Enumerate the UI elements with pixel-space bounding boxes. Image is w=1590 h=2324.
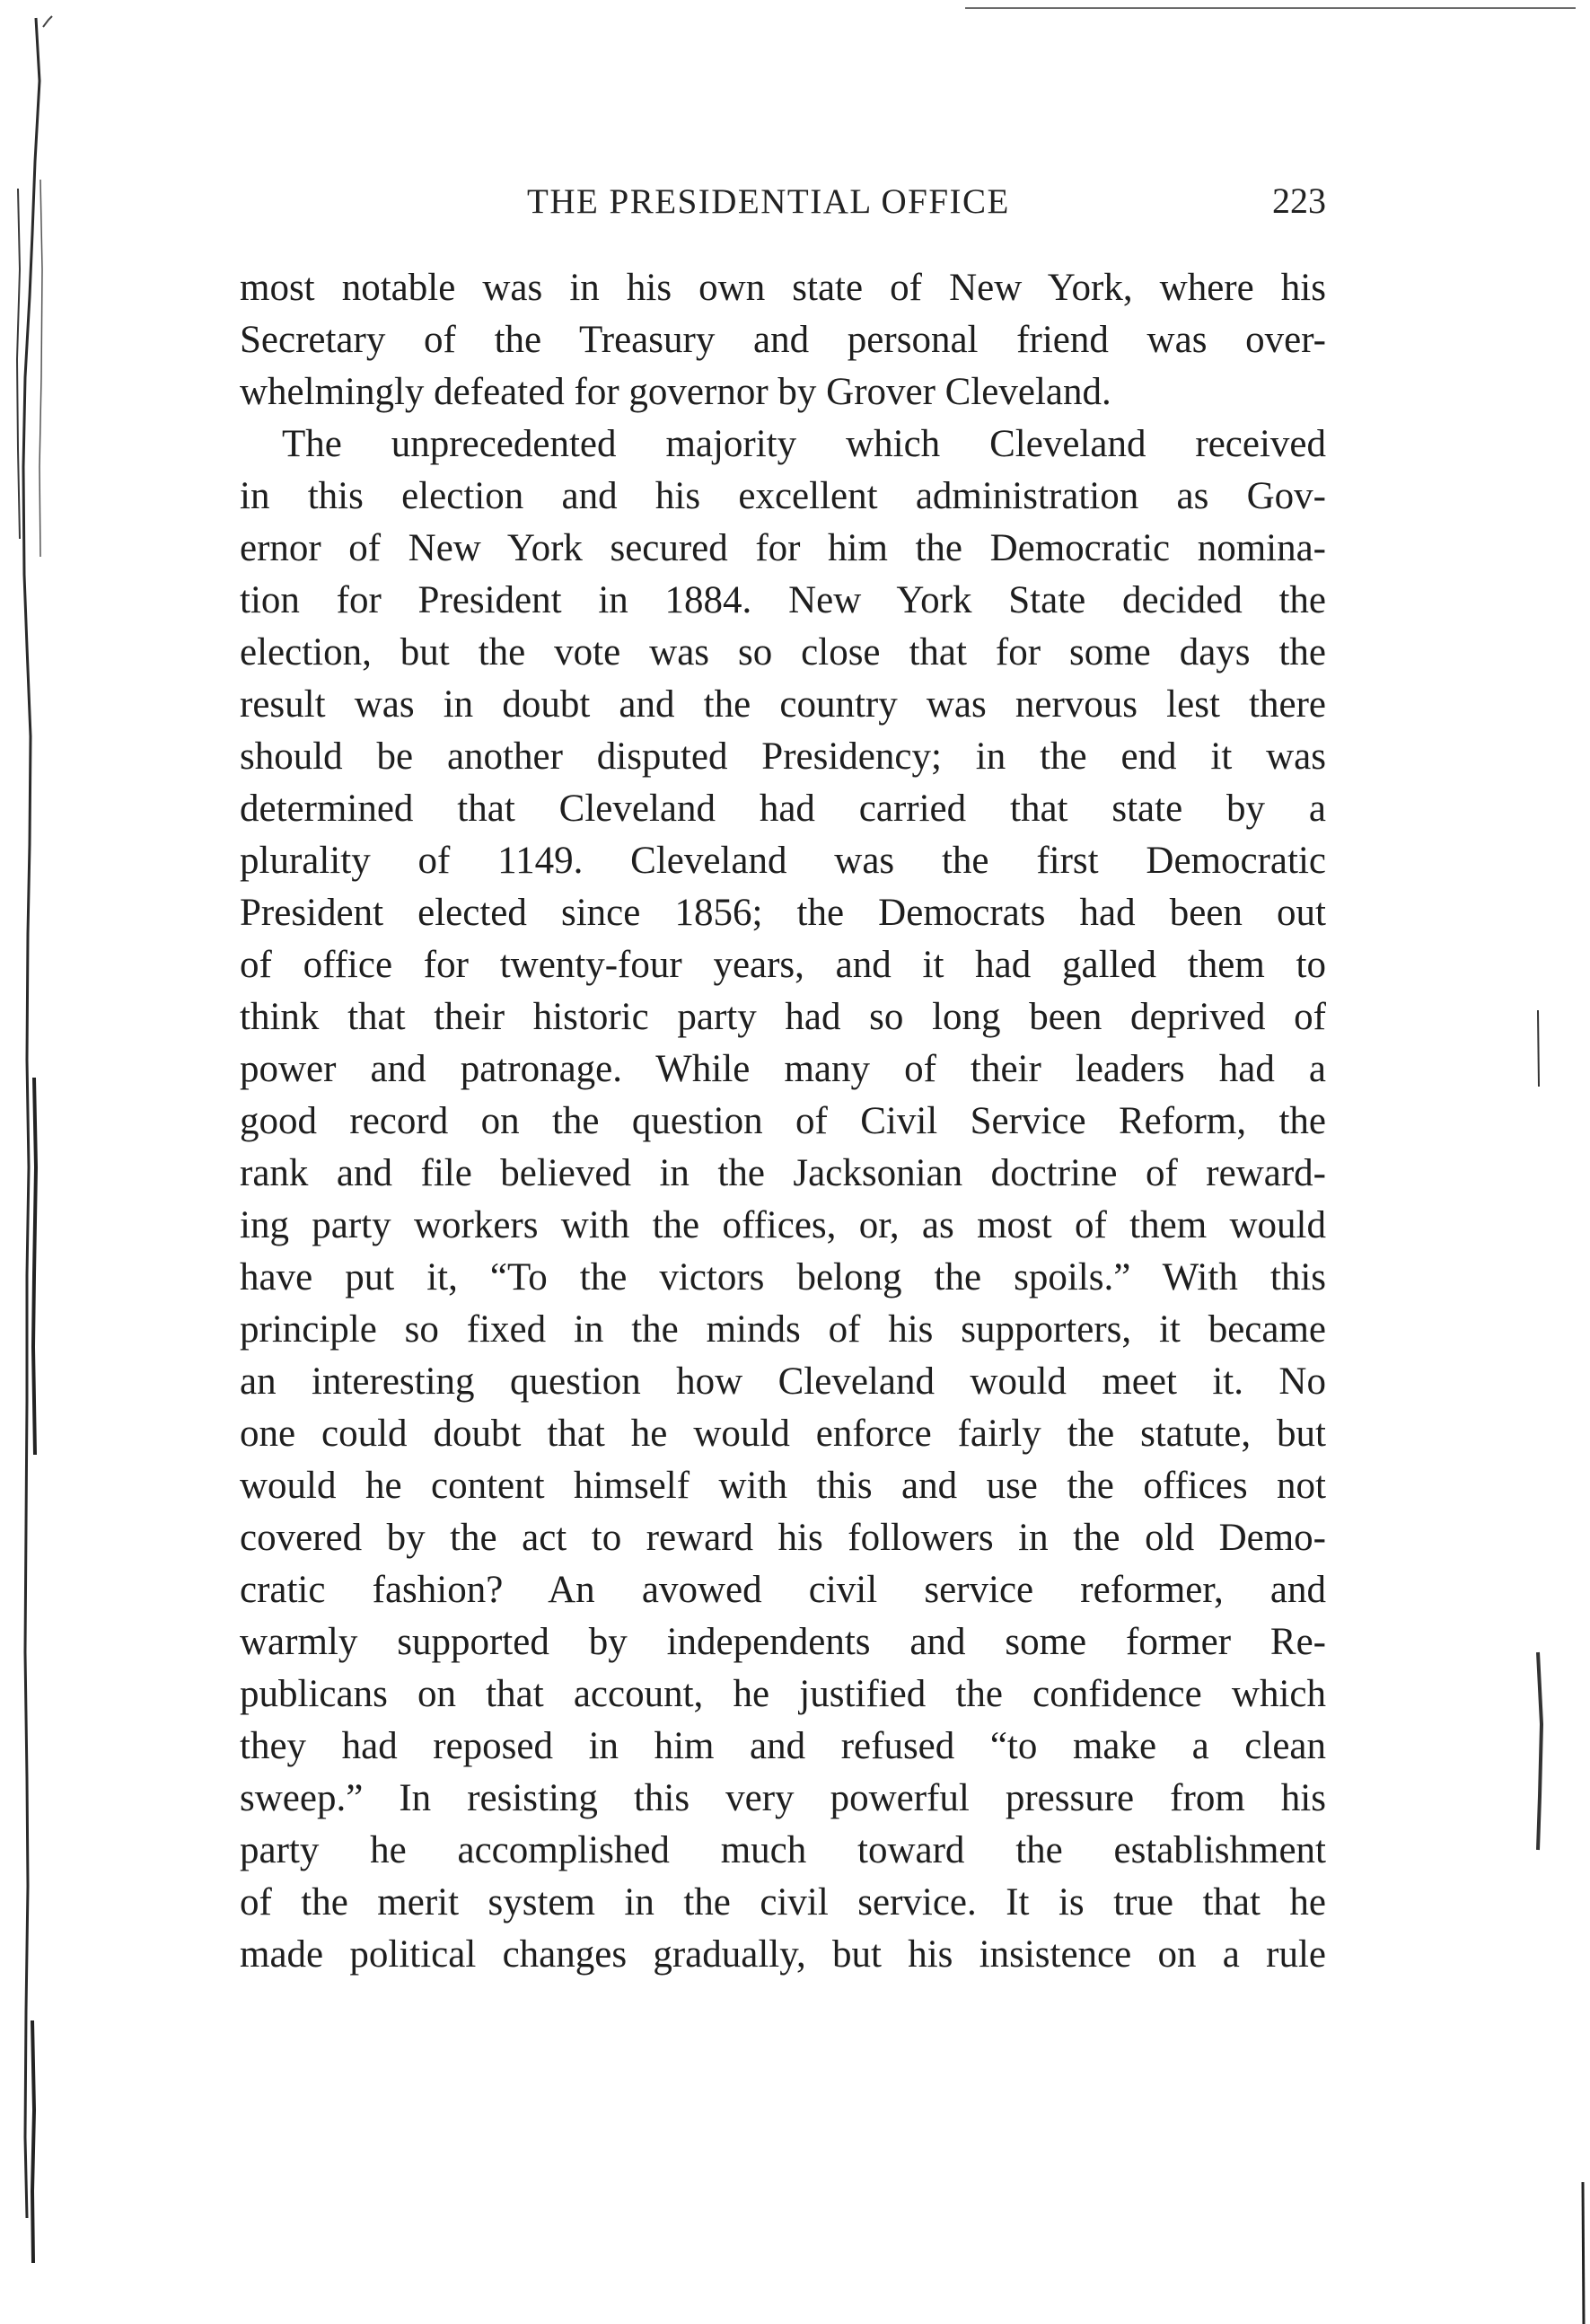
page-number: 223: [1272, 180, 1326, 221]
text-line: should be another disputed Presidency; in the end it was: [240, 735, 1326, 778]
text-line: of office for twenty-four years, and it had galled them to: [240, 944, 1326, 986]
text-line: whelmingly defeated for governor by Grover Cleveland.: [240, 371, 1111, 413]
text-line: covered by the act to reward his followers in the old Demo-: [240, 1517, 1326, 1559]
body-text: [240, 262, 1326, 1981]
text-line: ing party workers with the offices, or, as most of them would: [240, 1204, 1326, 1246]
text-line: would he content himself with this and use the offices not: [240, 1465, 1326, 1507]
text-line: election, but the vote was so close that for some days the: [240, 631, 1326, 673]
text-line: have put it, “To the victors belong the spoils.” With this: [240, 1256, 1326, 1298]
text-line: sweep.” In resisting this very powerful pressure from his: [240, 1777, 1326, 1819]
text-line: most notable was in his own state of New York, where his: [240, 267, 1326, 309]
right-margin-scan-marks: [1490, 0, 1590, 2324]
text-line: warmly supported by independents and some former Re-: [240, 1621, 1326, 1663]
text-line: ernor of New York secured for him the Democratic nomina-: [240, 527, 1326, 569]
text-line: determined that Cleveland had carried that state by a: [240, 788, 1326, 830]
text-line: an interesting question how Cleveland would meet it. No: [240, 1360, 1326, 1403]
text-line: result was in doubt and the country was nervous lest there: [240, 683, 1326, 726]
text-line: Secretary of the Treasury and personal friend was over-: [240, 319, 1326, 361]
text-line: The unprecedented majority which Cleveland received: [282, 423, 1326, 465]
text-line: of the merit system in the civil service. It is true that he: [240, 1881, 1326, 1923]
text-line: good record on the question of Civil Service Reform, the: [240, 1100, 1326, 1142]
text-line: think that their historic party had so long been deprived of: [240, 996, 1326, 1038]
text-line: principle so fixed in the minds of his supporters, it became: [240, 1308, 1326, 1351]
text-line: cratic fashion? An avowed civil service reformer, and: [240, 1569, 1326, 1611]
text-line: publicans on that account, he justified the confidence which: [240, 1673, 1326, 1715]
running-head: [240, 180, 1326, 224]
text-line: tion for President in 1884. New York State decided the: [240, 579, 1326, 621]
top-rule-line: [965, 7, 1576, 9]
text-line: party he accomplished much toward the establishment: [240, 1829, 1326, 1871]
running-title: THE PRESIDENTIAL OFFICE: [527, 182, 1010, 221]
text-line: made political changes gradually, but his insistence on a rule: [240, 1933, 1326, 1976]
binding-edge-scan-marks: [0, 0, 54, 2324]
text-line: President elected since 1856; the Democrats had been out: [240, 892, 1326, 934]
text-line: they had reposed in him and refused “to make a clean: [240, 1725, 1326, 1767]
text-line: power and patronage. While many of their leaders had a: [240, 1048, 1326, 1090]
text-line: rank and file believed in the Jacksonian doctrine of reward-: [240, 1152, 1326, 1194]
text-line: one could doubt that he would enforce fairly the statute, but: [240, 1413, 1326, 1455]
text-line: plurality of 1149. Cleveland was the first Democratic: [240, 840, 1326, 882]
text-line: in this election and his excellent administration as Gov-: [240, 475, 1326, 517]
